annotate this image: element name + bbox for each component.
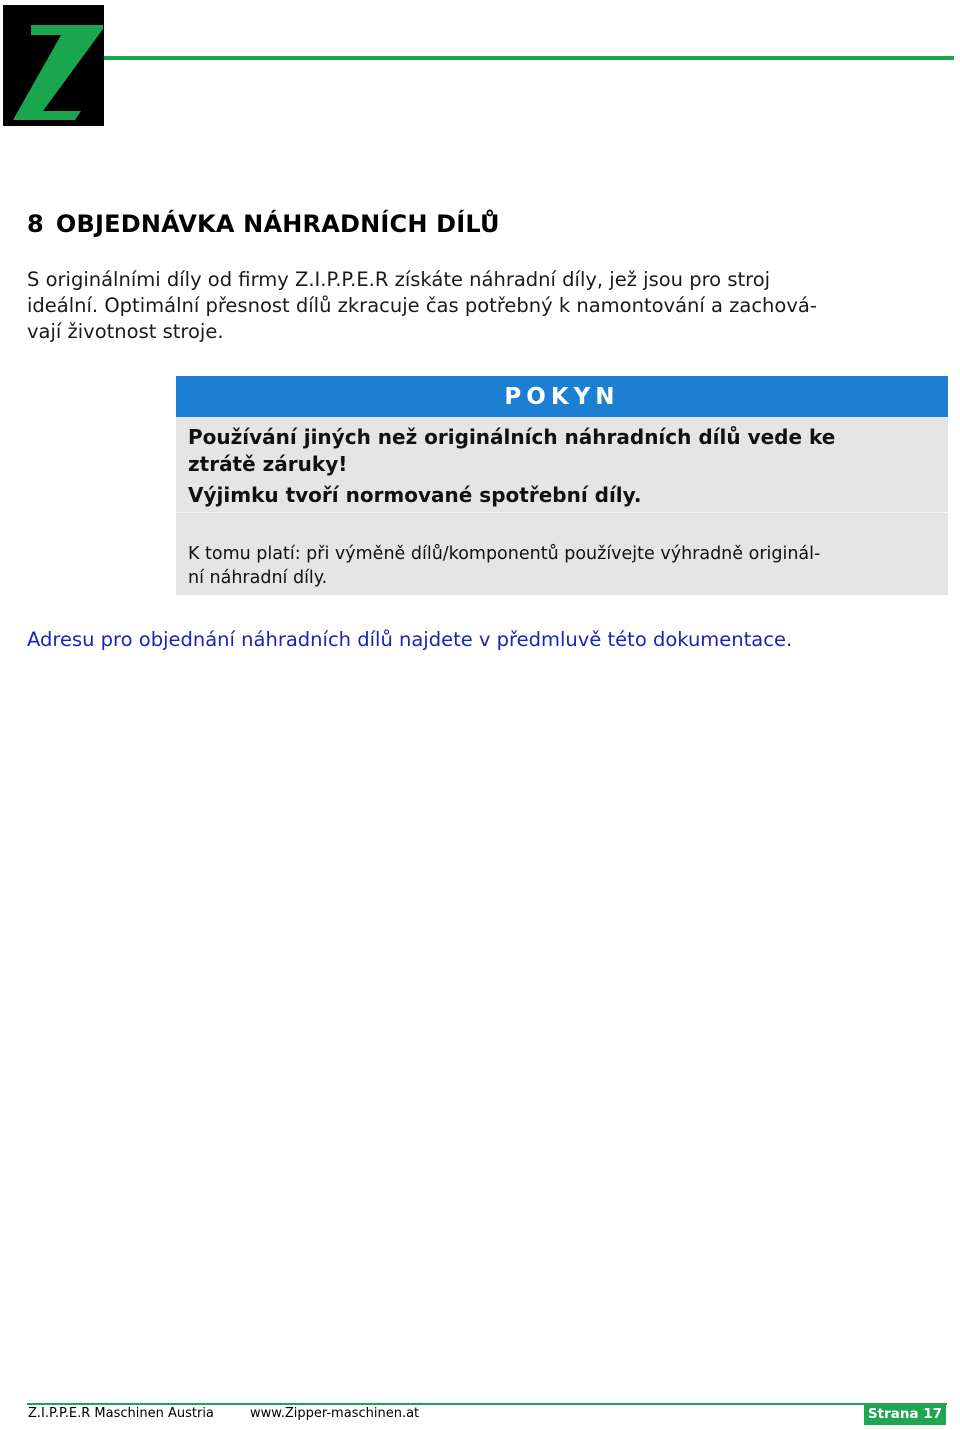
- note-info-line: K tomu platí: při výměně dílů/komponentů používejte výhradně originál-: [188, 544, 821, 564]
- note-header: POKYN: [176, 376, 948, 417]
- order-address-text: Adresu pro objednání náhradních dílů najdete v předmluvě této dokumentace.: [27, 628, 793, 651]
- section-number: 8: [27, 210, 44, 238]
- note-warning-line: Používání jiných než originálních náhradních dílů vede ke: [188, 425, 836, 449]
- section-title: [27, 210, 500, 238]
- note-warning-line: Výjimku tvoří normované spotřební díly.: [188, 483, 642, 507]
- note-warning: [188, 424, 928, 509]
- note-info-line: ní náhradní díly.: [188, 568, 328, 588]
- footer-website: www.Zipper-maschinen.at: [250, 1406, 420, 1421]
- intro-paragraph: [27, 267, 937, 345]
- zipper-logo-icon: [3, 5, 104, 126]
- zipper-logo: [3, 5, 104, 126]
- intro-line: S originálními díly od firmy Z.I.P.P.E.R získáte náhradní díly, jež jsou pro stroj: [27, 268, 771, 291]
- intro-line: vají životnost stroje.: [27, 320, 224, 343]
- note-info: [188, 542, 938, 590]
- note-warning-line: ztrátě záruky!: [188, 452, 348, 476]
- page-number-badge: Strana 17: [864, 1403, 946, 1425]
- footer-rule: [27, 1403, 947, 1405]
- intro-line: ideální. Optimální přesnost dílů zkracuje čas potřebný k namontování a zachová-: [27, 294, 817, 317]
- section-title-text: OBJEDNÁVKA NÁHRADNÍCH DÍLŮ: [55, 210, 500, 238]
- header-rule: [104, 56, 954, 60]
- note-divider: [176, 512, 948, 513]
- footer-company: Z.I.P.P.E.R Maschinen Austria: [28, 1406, 214, 1421]
- note-box: [176, 376, 948, 595]
